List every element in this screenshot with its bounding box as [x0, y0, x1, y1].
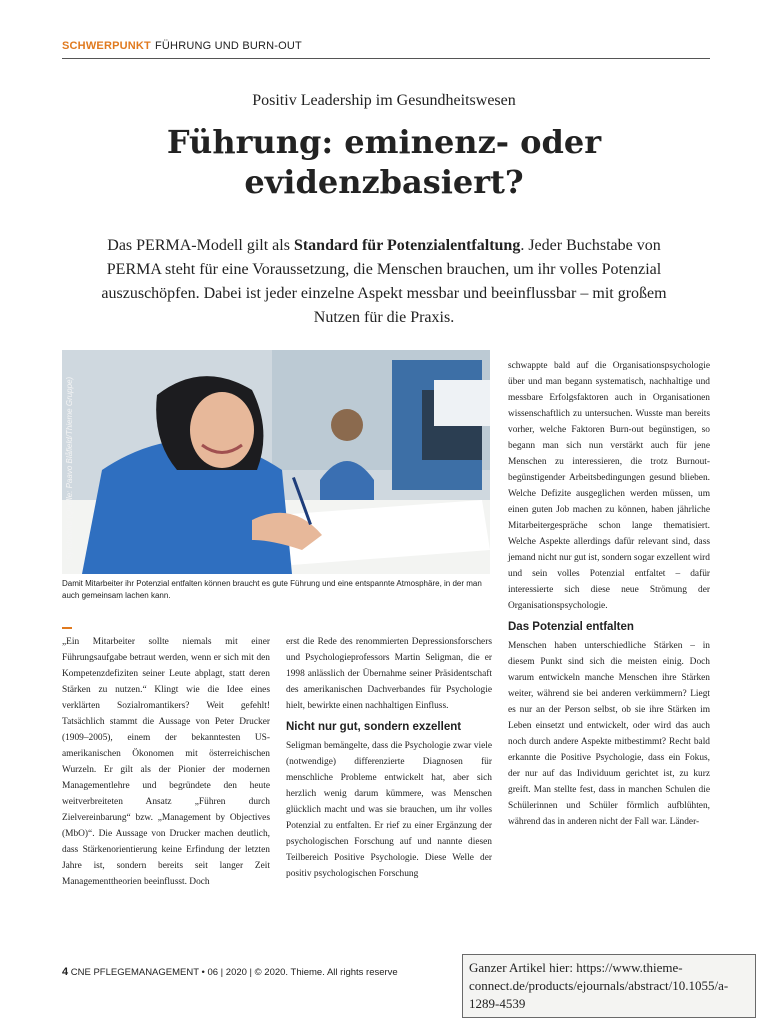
body-paragraph: Menschen haben unterschiedliche Stärken – in diesem Punkt sind sich die meisten einig. Doch warum entwickeln manche Menschen ihre Stärken weiter, während sie bei anderen verkümmern? Liegt es nur an der Person selbst, ob sie ihre Stärken im Leben einsetzt und entwickelt, oder wird das auch noch durch andere Aspekte mitbestimmt? Recht bald erkannte die Positive Psychologie, dass ein Fokus, der nur auf das Individuum gerichtet ist, zu kurz greift. Man stellte fest, dass in manchen Schulen die Schülerinnen und Schüler förmlich aufblühten, während das in anderen nicht der Fall war. Länder- [508, 641, 710, 827]
title-line-1: Führung: eminenz- oder [166, 123, 602, 161]
photo-caption: Damit Mitarbeiter ihr Potenzial entfalten können braucht es gute Führung und eine entspannte Atmosphäre, in der man auch gemeinsam lachen kann. [62, 579, 482, 600]
page-footer [62, 966, 452, 978]
article-subtitle: Positiv Leadership im Gesundheitswesen [252, 92, 516, 109]
lead-paragraph [82, 234, 686, 330]
article-title [0, 122, 768, 202]
section-heading: Das Potenzial entfalten [508, 621, 634, 633]
article-photo [62, 350, 490, 574]
section-kicker: SCHWERPUNKT [62, 40, 151, 52]
section-topic: FÜHRUNG UND BURN-OUT [154, 40, 302, 52]
body-paragraph: schwappte bald auf die Organisationspsychologie über und man begann systematisch, nachhaltige und messbare Erfolgsfaktoren auch in Organisationen wissenschaftlich zu untersuchen. Wusste man bereits vorher, welche Faktoren Burn-out begünstigen, so begann man sich nun verstärkt auch für jene Menschen zu interessieren, die trotz Burnout-begünstigender Arbeitsbedingungen gesund blieben. Welche Defizite ausgeglichen werden müssen, um einen guten Job machen zu können, haben jährliche Mitarbeitergespräche schon lange thematisiert. Welche Aspekte allerdings dafür relevant sind, dass jemand nicht nur gut ist, sondern sogar exzellent wird und sein volles Potenzial entfaltet – dafür interessierte sich diese neue Strömung der Organisationspsychologie. [508, 361, 710, 611]
lead-text-2: . Jeder Buchstabe von PERMA steht für eine Voraussetzung, die Menschen brauchen, um ihr volles Potenzial auszuschöpfen. Dabei ist jeder einzelne Aspekt messbar und beeinflussbar – mit großem Nutzen für die Praxis. [101, 237, 667, 326]
article-link-box[interactable]: Ganzer Artikel hier: https://www.thieme-connect.de/products/ejournals/abstract/10.1055/a-1289-4539 [462, 954, 756, 1018]
title-line-2: evidenzbasiert? [244, 163, 524, 201]
body-column-1 [62, 634, 270, 890]
section-heading: Nicht nur gut, sondern exzellent [286, 721, 462, 733]
body-column-3 [508, 358, 710, 830]
running-header [62, 38, 710, 59]
footer-text: CNE PFLEGEMANAGEMENT • 06 | 2020 | © 2020. Thieme. All rights reserve [68, 967, 398, 978]
body-paragraph: „Ein Mitarbeiter sollte niemals mit einer Führungsaufgabe betraut werden, wenn er sich mit den Kompetenzdefiziten seiner Leute abplagt, statt deren Stärken zu nutzen.“ Klingt wie die Idee eines verklärten Sozialromantikers? Weit gefehlt! Tatsächlich stammt die Aussage von Peter Drucker (1909–2005), einem der bekanntesten US-amerikanischen Ökonomen mit österreichischen Wurzeln. Er gilt als der Pionier der modernen Managementlehre und begründete den heute weitverbreiteten Ansatz „Führen durch Zielvereinbarung“ bzw. „Management by Objectives (MbO)“. Die Aussage von Drucker machen deutlich, dass Stärkenorientierung keine Erfindung der letzten Jahre ist, sondern bereits seit langer Zeit Managementtheorien beeinflusst. Doch [62, 637, 270, 887]
lead-highlight: Standard für Potenzialentfaltung [293, 237, 521, 254]
photo-illustration [62, 350, 490, 574]
page-number: 4 [62, 966, 69, 978]
body-paragraph: erst die Rede des renommierten Depressionsforschers und Psychologieprofessors Martin Seligman, die er 1998 anlässlich der Übernahme seiner Präsidentschaft des amerikanischen Dachverbandes für Psychologie hielt, bewirkte einen nachhaltigen Einfluss. [286, 637, 492, 711]
photo-credit: Symbolbild (Quelle: Paavo Blåfield/Thieme Gruppe) [65, 376, 74, 560]
body-column-2 [286, 634, 492, 882]
lead-text-1: Das PERMA-Modell gilt als [107, 237, 294, 254]
accent-dash [62, 627, 72, 629]
body-paragraph: Seligman bemängelte, dass die Psychologie zwar viele (notwendige) differenzierte Diagnosen für menschliche Probleme entwickelt hat, aber sich herzlich wenig darum kümmere, was Menschen glücklich macht und was sie brauchen, um ihr volles Potenzial zu entfalten. Er rief zu einer Ergänzung der psychologischen Forschung auf und nannte diesen Teilbereich Positive Psychologie. Diese Welle der positiv psychologischen Forschung [286, 741, 492, 879]
